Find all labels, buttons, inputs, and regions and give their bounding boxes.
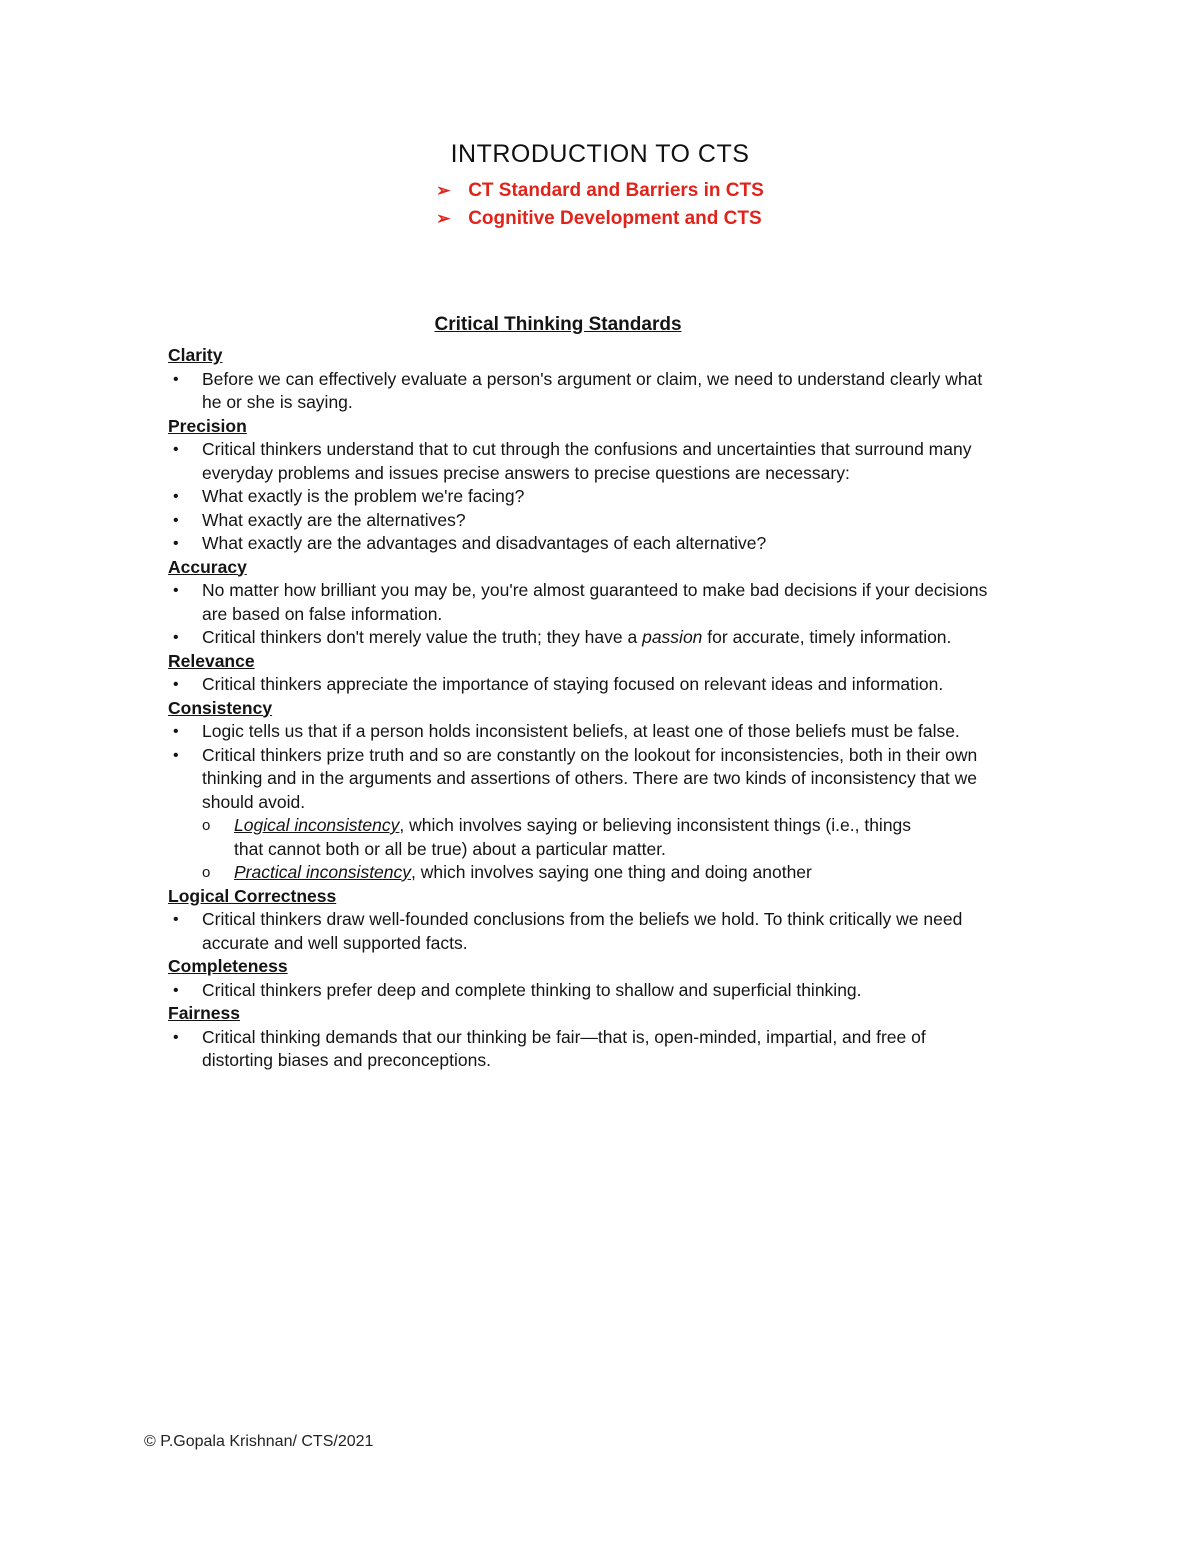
consistency-list — [168, 720, 998, 885]
subtitle-list — [436, 177, 764, 233]
heading-precision: Precision — [168, 415, 247, 436]
relevance-list — [168, 673, 998, 697]
footer-copyright: © P.Gopala Krishnan/ CTS/2021 — [144, 1433, 374, 1450]
text-run: Critical thinkers don't merely value the truth; they have a — [202, 627, 643, 647]
heading-accuracy: Accuracy — [168, 556, 247, 577]
arrow-bullet-icon: ➢ — [436, 181, 451, 200]
list-item: • Critical thinkers appreciate the importance of staying focused on relevant ideas and information. — [168, 673, 998, 697]
clarity-list — [168, 368, 998, 415]
subtitle-item — [436, 177, 764, 205]
heading-clarity: Clarity — [168, 345, 223, 365]
document-header — [0, 140, 1200, 233]
list-item: • Critical thinking demands that our thinking be fair—that is, open-minded, impartial, and free of distorting biases and preconceptions. — [168, 1026, 998, 1073]
inconsistency-sublist — [202, 814, 998, 885]
list-item: • Before we can effectively evaluate a person's argument or claim, we need to understand clearly what he or she is saying. — [168, 368, 998, 415]
fairness-list — [168, 1026, 998, 1073]
subtitle-text: Cognitive Development and CTS — [468, 208, 762, 229]
list-item — [168, 626, 998, 650]
subtitle-item — [436, 205, 764, 233]
list-item: • No matter how brilliant you may be, you're almost guaranteed to make bad decisions if your decisions are based on false information. — [168, 579, 998, 626]
sublist-item — [202, 814, 998, 861]
precision-list — [168, 438, 998, 556]
completeness-list — [168, 979, 998, 1003]
scanned-standards-section — [168, 312, 998, 1073]
text-run: , which involves saying one thing and doing another — [411, 862, 812, 882]
heading-relevance: Relevance — [168, 650, 255, 671]
list-item: • What exactly is the problem we're facing? — [168, 485, 998, 509]
list-item: • Critical thinkers draw well-founded conclusions from the beliefs we hold. To think critically we need accurate and well supported facts. — [168, 908, 998, 955]
text-run: for accurate, timely information. — [702, 627, 952, 647]
list-item: • Critical thinkers understand that to cut through the confusions and uncertainties that surround many everyday problems and issues precise answers to precise questions are necessary: — [168, 438, 998, 485]
page-title: INTRODUCTION TO CTS — [450, 140, 750, 168]
term-practical-inconsistency: Practical inconsistency — [234, 862, 412, 882]
logical-correctness-list — [168, 908, 998, 955]
list-item: • What exactly are the alternatives? — [168, 509, 998, 533]
heading-fairness: Fairness — [168, 1003, 240, 1023]
heading-completeness: Completeness — [168, 956, 288, 976]
list-item: • What exactly are the advantages and disadvantages of each alternative? — [168, 532, 998, 556]
arrow-bullet-icon: ➢ — [436, 209, 451, 228]
list-item — [168, 744, 998, 885]
subtitle-text: CT Standard and Barriers in CTS — [468, 180, 764, 201]
list-item: • Critical thinkers prefer deep and complete thinking to shallow and superficial thinking. — [168, 979, 998, 1003]
term-logical-inconsistency: Logical inconsistency — [234, 815, 400, 835]
text-run: that cannot both or all be true) about a particular matter. — [234, 838, 666, 859]
section-title: Critical Thinking Standards — [434, 314, 682, 335]
text-run: Critical thinkers prize truth and so are constantly on the lookout for inconsistencies, both in their own thinking and in the arguments and assertions of others. There are two kinds of inconsistency that we should avoid. — [202, 744, 978, 812]
sublist-item — [202, 861, 998, 885]
accuracy-list — [168, 579, 998, 650]
heading-logical-correctness: Logical Correctness — [168, 885, 337, 906]
heading-consistency: Consistency — [168, 697, 273, 718]
list-item: • Logic tells us that if a person holds inconsistent beliefs, at least one of those beliefs must be false. — [168, 720, 998, 744]
emphasis-text: passion — [642, 627, 703, 647]
text-run: , which involves saying or believing inconsistent things (i.e., things — [399, 815, 912, 835]
